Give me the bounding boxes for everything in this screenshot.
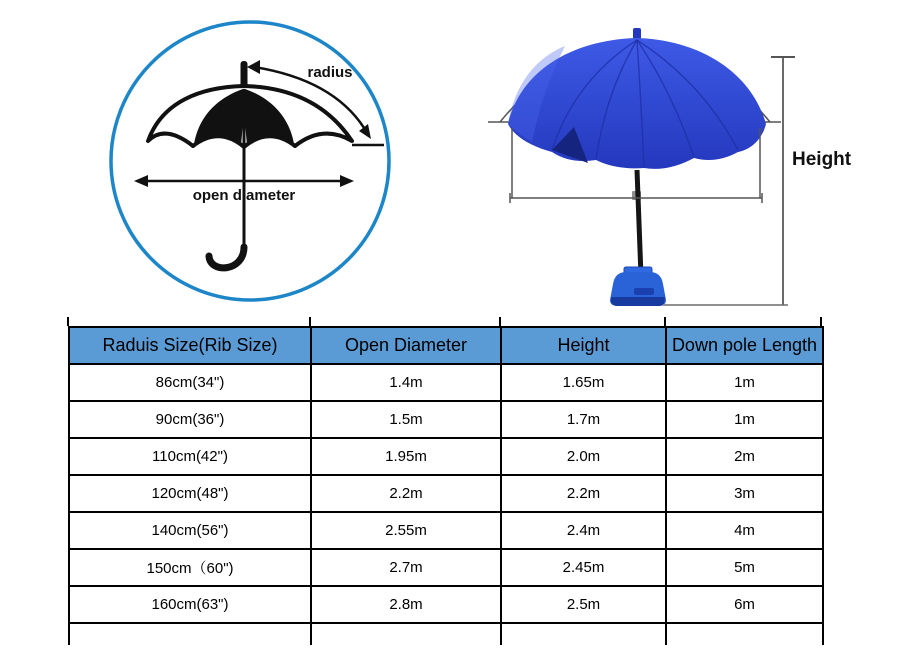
table-cell: 120cm(48") bbox=[69, 475, 311, 512]
table-cell: 2.8m bbox=[311, 586, 501, 623]
col-header-height: Height bbox=[501, 327, 666, 364]
table-cell: 110cm(42") bbox=[69, 438, 311, 475]
umbrella-pole bbox=[637, 170, 641, 276]
table-footer bbox=[69, 623, 823, 645]
border-stub bbox=[67, 317, 69, 326]
table-cell: 1.7m bbox=[501, 401, 666, 438]
open-diameter-label: open diameter bbox=[192, 187, 296, 204]
table-cell: 1.4m bbox=[311, 364, 501, 401]
umbrella-icon bbox=[148, 61, 352, 268]
table-row bbox=[69, 401, 823, 438]
table-cell: 160cm(63") bbox=[69, 586, 311, 623]
table-cell: 1m bbox=[666, 401, 823, 438]
table-cell: 2.0m bbox=[501, 438, 666, 475]
table-cell: 90cm(36") bbox=[69, 401, 311, 438]
table-cell-empty bbox=[501, 623, 666, 645]
border-stub bbox=[820, 317, 822, 326]
table-cell: 2.5m bbox=[501, 586, 666, 623]
table-cell: 2.2m bbox=[311, 475, 501, 512]
table-row bbox=[69, 438, 823, 475]
table-cell-empty bbox=[666, 623, 823, 645]
table-cell: 4m bbox=[666, 512, 823, 549]
border-stub bbox=[499, 317, 501, 326]
height-label: Height bbox=[792, 149, 852, 170]
table-cell: 5m bbox=[666, 549, 823, 586]
partial-row bbox=[69, 623, 823, 645]
umbrella-base bbox=[610, 267, 666, 306]
size-spec-table bbox=[68, 326, 824, 645]
umbrella-product-diagram bbox=[460, 15, 890, 315]
border-stub bbox=[664, 317, 666, 326]
table-cell: 3m bbox=[666, 475, 823, 512]
table-cell: 1.65m bbox=[501, 364, 666, 401]
table-cell-empty bbox=[311, 623, 501, 645]
table-cell-empty bbox=[69, 623, 311, 645]
table-row bbox=[69, 364, 823, 401]
table-cell: 1.5m bbox=[311, 401, 501, 438]
table-cell: 150cm（60") bbox=[69, 549, 311, 586]
table-row bbox=[69, 512, 823, 549]
header-row bbox=[69, 327, 823, 364]
table-cell: 2m bbox=[666, 438, 823, 475]
umbrella-canopy bbox=[508, 28, 766, 169]
table-row bbox=[69, 549, 823, 586]
table-cell: 2.4m bbox=[501, 512, 666, 549]
table-cell: 1m bbox=[666, 364, 823, 401]
umbrella-measurement-diagram bbox=[95, 10, 405, 315]
radius-label: radius bbox=[307, 64, 353, 81]
col-header-down-pole-length: Down pole Length bbox=[666, 327, 823, 364]
col-header-open-diameter: Open Diameter bbox=[311, 327, 501, 364]
table-row bbox=[69, 475, 823, 512]
col-header-radius-size: Raduis Size(Rib Size) bbox=[69, 327, 311, 364]
table-cell: 140cm(56") bbox=[69, 512, 311, 549]
table-cell: 2.45m bbox=[501, 549, 666, 586]
table-body bbox=[69, 364, 823, 623]
table-cell: 1.95m bbox=[311, 438, 501, 475]
border-stub bbox=[309, 317, 311, 326]
table-cell: 86cm(34") bbox=[69, 364, 311, 401]
table-cell: 2.7m bbox=[311, 549, 501, 586]
table-cell: 2.2m bbox=[501, 475, 666, 512]
table-row bbox=[69, 586, 823, 623]
umbrella-handle bbox=[209, 247, 244, 268]
table-cell: 2.55m bbox=[311, 512, 501, 549]
table-cell: 6m bbox=[666, 586, 823, 623]
